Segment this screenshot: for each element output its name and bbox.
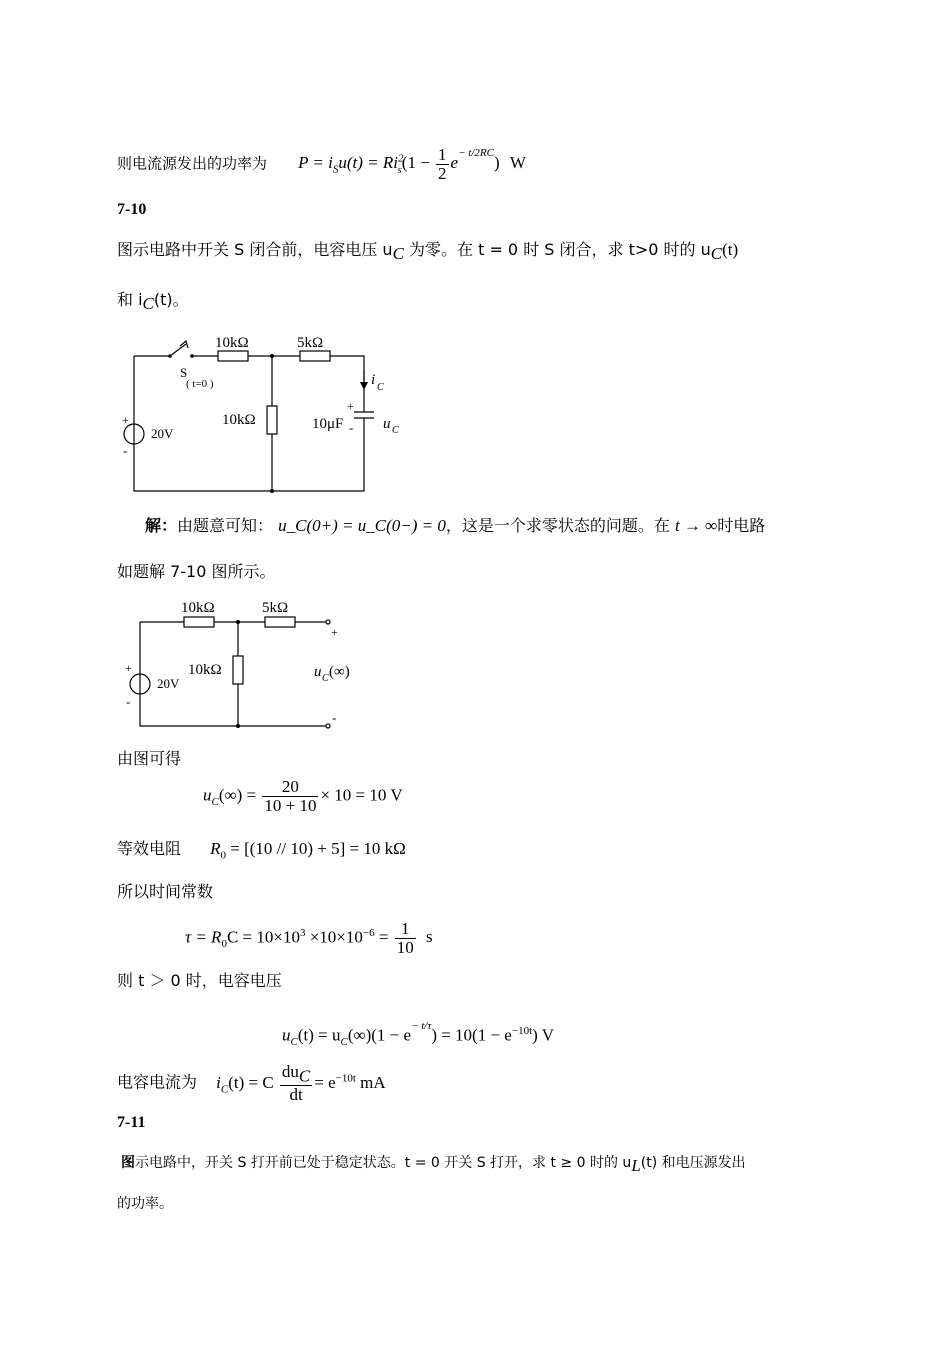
svg-text:u: u: [314, 664, 322, 680]
capacitor-current-line: 电容电流为 $i_C(t) = C$ $\frac{du_C}{dt}$ = $e^{-10t}$ mA: [117, 1062, 386, 1105]
equivalent-resistance-line: 等效电阻 $R_0 = [(10 // 10) + 5] = 10$ kΩ: [117, 839, 406, 862]
from-figure-text: 由图可得: [117, 749, 182, 768]
svg-text:10kΩ: 10kΩ: [215, 335, 249, 351]
svg-text:+: +: [347, 399, 354, 413]
svg-text:-: -: [123, 443, 128, 458]
svg-text:-: -: [126, 694, 131, 709]
half-fraction: $\frac{1}{2}$: [438, 145, 447, 183]
solution-line2: 如题解 7-10 图所示。: [117, 562, 276, 581]
equation-uc-infinity: $u_C(\infty)$ = $\frac{20}{10 + 10}$ × 10 = 10 V: [203, 777, 403, 815]
problem-7-10-line1: 图示电路中开关 S 闭合前，电容电压 $u_C$ 为零。在 t = 0 时 S 闭合，求 t>0 时的 $u_C(t)$: [117, 240, 739, 264]
svg-text:( t=0 ): ( t=0 ): [186, 378, 214, 390]
power-equation-line: 则电流源发出的功率为 $P = i_Su(t) = Ri^2_s(1$ − $\frac{1}{2}$ $e^{- t/2RC}$) W: [117, 145, 526, 183]
svg-text:-: -: [349, 420, 354, 435]
svg-text:i: i: [371, 372, 376, 388]
svg-text:10kΩ: 10kΩ: [181, 600, 215, 616]
equation-uc-t: $u_C(t) = u_C(\infty)(1 - e^{- t/\tau}) = 10(1 - e^{-10t})$ V: [282, 1020, 555, 1049]
then-line: 则 t ＞ 0 时，电容电压: [117, 971, 282, 990]
svg-text:-: -: [332, 710, 337, 725]
svg-text:+: +: [125, 661, 132, 675]
problem-7-11-line1: 图示电路中，开关 S 打开前已处于稳定状态。t = 0 开关 S 打开，求 t ≥ 0 时的 $u_L(t)$ 和电压源发出: [121, 1155, 746, 1175]
power-formula: $P = i_Su(t) = Ri^2_s(1$ − $\frac{1}{2}$ $e^{- t/2RC}$) W: [298, 145, 526, 183]
svg-text:20V: 20V: [157, 676, 180, 691]
svg-text:5kΩ: 5kΩ: [297, 335, 324, 351]
svg-text:S: S: [180, 365, 188, 380]
time-constant-label: 所以时间常数: [117, 882, 214, 901]
svg-text:20V: 20V: [151, 426, 174, 441]
svg-text:C: C: [392, 425, 399, 436]
svg-text:C: C: [377, 382, 384, 393]
svg-text:5kΩ: 5kΩ: [262, 600, 289, 616]
svg-text:10kΩ: 10kΩ: [222, 412, 256, 428]
svg-text:+: +: [122, 413, 129, 427]
problem-heading-7-11: 7-11: [117, 1114, 146, 1131]
svg-text:C: C: [322, 673, 329, 684]
problem-7-10-line2: 和 $i_C(t)$。: [117, 290, 189, 314]
problem-7-11-line2: 的功率。: [117, 1196, 173, 1212]
svg-text:(∞): (∞): [329, 664, 350, 680]
problem-heading-7-10: 7-10: [117, 201, 147, 218]
svg-text:u: u: [383, 416, 391, 432]
svg-text:+: +: [331, 625, 338, 639]
svg-text:10μF: 10μF: [312, 416, 344, 432]
equation-tau: $\tau = R_0C = 10\times 10^3 \times 10\times 10^{-6}$ = $\frac{1}{10}$ s: [185, 919, 433, 957]
svg-text:10kΩ: 10kΩ: [188, 662, 222, 678]
solution-line1: 解：由题意可知： u_C(0+) = u_C(0−) = 0，这是一个求零状态的问题。在 t → ∞时电路: [145, 516, 766, 535]
